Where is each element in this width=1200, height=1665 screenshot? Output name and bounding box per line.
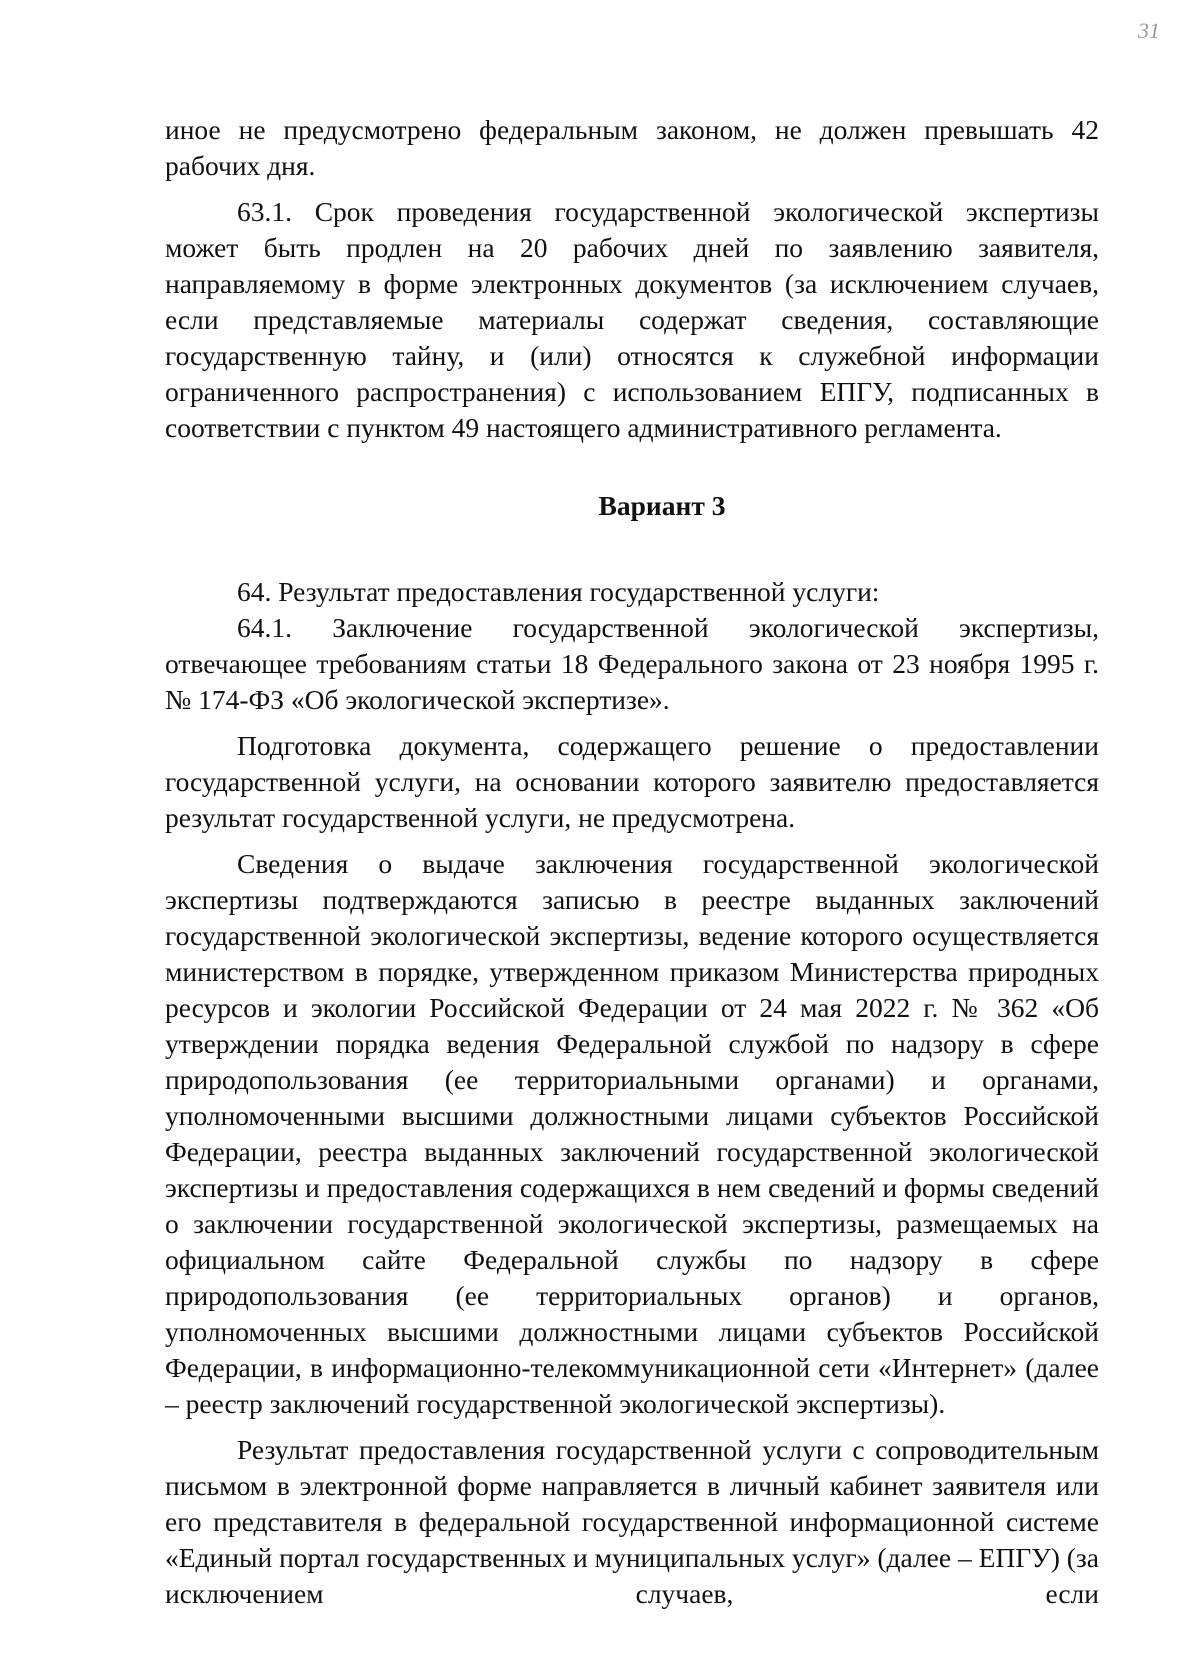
page-number-mark: 31 (1138, 18, 1160, 43)
paragraph-result-delivery: Результат предоставления государственной услуги с сопроводительным письмом в электронной форме направляется в личный кабинет заявителя или его представителя в федеральной государственной информационной системе «Единый портал государственных и муниципальных услуг» (далее – ЕПГУ) (за исключением случаев, если (165, 1434, 1099, 1609)
paragraph-64: 64. Результат предоставления государственной услуги: (237, 576, 880, 607)
paragraph-continuation: иное не предусмотрено федеральным законом, не должен превышать 42 рабочих дня. (165, 114, 1099, 181)
paragraph-registry-info: Сведения о выдаче заключения государственной экологической экспертизы подтверждаются записью в реестре выданных заключений государственной экологической экспертизы, ведение которого осуществляется министерством в порядке, утвержденном приказом Министерства природных ресурсов и экологии Российской Федерации от 24 мая 2022 г. № 362 «Об утверждении порядка ведения Федеральной службой по надзору в сфере природопользования (ее территориальными органами) и органами, уполномоченными высшими должностными лицами субъектов Российской Федерации, реестра выданных заключений государственной экологической экспертизы и предоставления содержащихся в нем сведений и формы сведений о заключении государственной экологической экспертизы, размещаемых на официальном сайте Федеральной службы по надзору в сфере природопользования (ее территориальных органов) и органов, уполномоченных высшими должностными лицами субъектов Российской Федерации, в информационно-телекоммуникационной сети «Интернет» (далее – реестр заключений государственной экологической экспертизы). (165, 848, 1099, 1419)
paragraph-63-1: 63.1. Срок проведения государственной экологической экспертизы может быть продлен на 20 рабочих дней по заявлению заявителя, направляемому в форме электронных документов (за исключением случаев, если представляемые материалы содержат сведения, составляющие государственную тайну, и (или) относятся к служебной информации ограниченного распространения) с использованием ЕПГУ, подписанных в соответствии с пунктом 49 настоящего административного регламента. (165, 196, 1099, 443)
paragraph-document-preparation: Подготовка документа, содержащего решение о предоставлении государственной услуги, на основании которого заявителю предоставляется результат государственной услуги, не предусмотрена. (165, 730, 1099, 833)
document-body (165, 112, 1099, 1612)
paragraph-64-1: 64.1. Заключение государственной экологической экспертизы, отвечающее требованиям статьи 18 Федерального закона от 23 ноября 1995 г. № 174-ФЗ «Об экологической экспертизе». (165, 612, 1099, 715)
section-heading: Вариант 3 (598, 490, 726, 521)
